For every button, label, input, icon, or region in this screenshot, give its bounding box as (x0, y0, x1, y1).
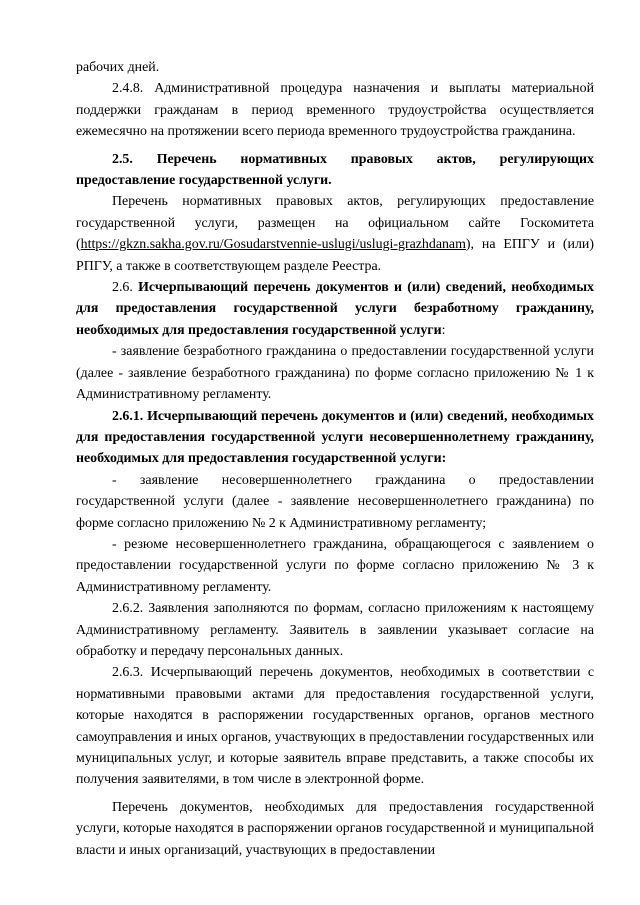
section-2-6-colon: : (441, 322, 446, 338)
paragraph-legal-acts (76, 191, 594, 277)
section-2-6-title: Исчерпывающий перечень документов и (или) сведений, необходимых для предоставления государственной услуги безработному гражданину, необходимых для предоставления государственной услуги (76, 280, 594, 338)
section-2-5-title: Перечень нормативных правовых актов, регулирующих предоставление государственной услуги. (76, 151, 594, 189)
paragraph-2-6-3: 2.6.3. Исчерпывающий перечень документов, необходимых в соответствии с нормативными правовыми актами для предоставления государственной услуги, которые находятся в распоряжении государственных органов, органов местного самоуправления и иных органов, участвующих в предоставлении государственных или муниципальных услуг, и которые заявитель вправе представить, а также способы их получения заявителями, в том числе в электронной форме. (76, 665, 594, 788)
section-2-6-1-title: Исчерпывающий перечень документов и (или) сведений, необходимых для предоставления государственной услуги несовершеннолетнему гражданину, необходимых для предоставления государственной услуги: (76, 408, 594, 467)
paragraph-continuation: рабочих дней. (76, 60, 160, 75)
legal-acts-text-end: ), на ЕПГУ и (или) РПГУ, а также в соответствующем разделе Реестра. (76, 237, 594, 274)
paragraph-2-4-8: 2.4.8. Административной процедура назначения и выплаты материальной поддержки гражданам в период временного трудоустройства осуществляется ежемесячно на протяжении всего периода временного трудоустройства гражданина. (76, 81, 594, 140)
section-2-6-1-heading (76, 406, 594, 470)
list-item-minor-resume: - резюме несовершеннолетнего гражданина, обращающегося с заявлением о предоставлении государственной услуги по форме согласно приложению № 3 к Административному регламенту. (76, 536, 594, 595)
section-2-6-heading (76, 277, 594, 341)
section-2-5-heading (76, 149, 594, 192)
paragraph-2-6-2: 2.6.2. Заявления заполняются по формам, согласно приложениям к настоящему Административному регламенту. Заявитель в заявлении указывает согласие на обработку и передачу персональных данных. (76, 601, 594, 659)
legal-acts-text-start: Перечень нормативных правовых актов, регулирующих предоставление государственной услуги, размещен на официальном сайте Госкомитета ( (76, 194, 594, 253)
list-item-unemployed-application: - заявление безработного гражданина о предоставлении государственной услуги (далее - заявление безработного гражданина) по форме согласно приложению № 1 к Административному регламенту. (76, 344, 594, 403)
paragraph-documents-list: Перечень документов, необходимых для предоставления государственной услуги, которые находятся в распоряжении органов государственной и муниципальной власти и иных организаций, участвующих в предоставлении (76, 799, 594, 858)
list-item-minor-application: - заявление несовершеннолетнего гражданина о предоставлении государственной услуги (далее - заявление несовершеннолетнего гражданина) по форме согласно приложению № 2 к Административному регламенту; (76, 472, 594, 531)
section-2-6-1-number: 2.6.1. (112, 408, 144, 424)
gkzn-link[interactable]: https://gkzn.sakha.gov.ru/Gosudarstvennie-uslugi/uslugi-grazhdanam (80, 237, 466, 253)
section-2-5-number: 2.5. (112, 151, 133, 167)
section-2-6-number: 2.6. (112, 280, 133, 296)
document-body (76, 57, 594, 861)
